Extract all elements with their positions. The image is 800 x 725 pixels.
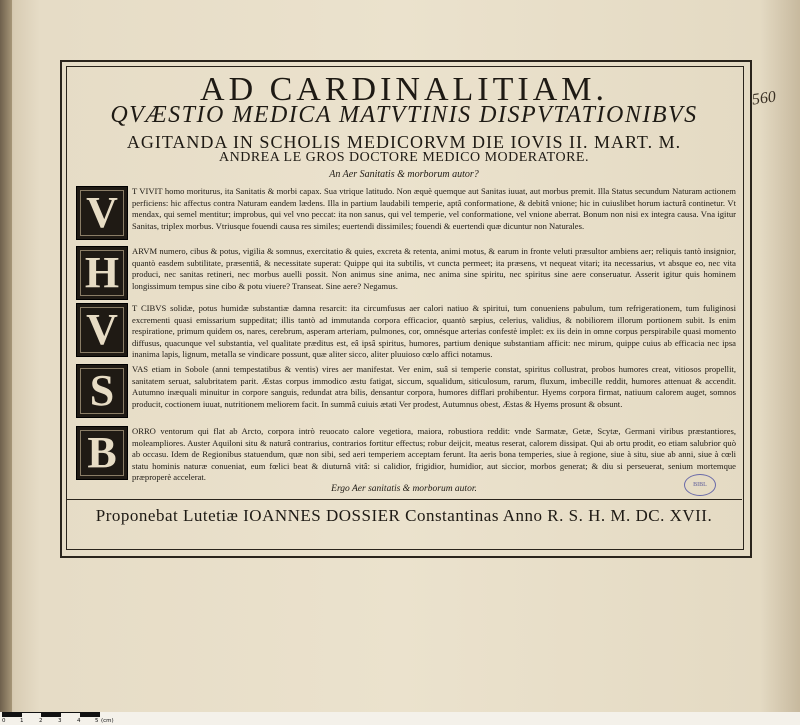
- title-line-1: AD CARDINALITIAM.: [200, 71, 608, 108]
- library-stamp: BIBL: [684, 474, 716, 496]
- paragraph-text: ORRO ventorum qui flat ab Arcto, corpora intrò reuocato calore vegetiora, maiora, robustiora reddit: vnde Sarmatæ, Getæ, Scytæ, Germani viribus præstantiores, moleampliores. Auster Aquiloni situ & naturâ contrarius, contrarios fortitur effectus; robur deijcit, meatus reserat, calorem dissipat. Qui ab ortu prodit, eo etiam salubrior quò ab occasu. Idem de Regionibus statuendum, quæ non sibi, sed aeri temperiem acceptam ferunt. Ita aeris bona temperies, siue à regione, siue à situ, siue ab anni, siue à cœli statu hominis naturæ conueniat, eum fœlici beat & diuturnâ vitâ: si calidior, frigidior, humidior, aut siccior, morbos generat; & diu si perseuerat, senium mortemque præproperè accelerat.: [132, 426, 736, 483]
- moderator-line: ANDREA LE GROS DOCTORE MEDICO MODERATORE.: [218, 150, 589, 165]
- scale-label: 2: [39, 718, 43, 724]
- conclusion-line: Ergo Aer sanitatis & morborum autor.: [331, 484, 477, 494]
- scale-unit: (cm): [101, 718, 114, 724]
- paragraph-3: [76, 303, 736, 373]
- paragraph-text: T CIBVS solidæ, potus humidæ substantiæ damna resarcit: ita circumfusus aer calori natiuo & spiritui, tum conueniens pabulum, tum refrigerationem, tum fuliginosi excrementi quasi emissarium suppeditat; illis tantò ad immutanda corpora efficacior, quantò sæpius, celerius, validius, & nobiliorem illorum portionem subit. Is enim respiratione, primum quidem os, nares, cerebrum, asperam arteriam, pulmones, cor, omnésque arterias confestè implet: ex iis dein in omne corpus perspirabile quasi momento diffusus, quacunque vel substantia, vel qualitate præditus est, eâ ipsâ spiritus, humores, partium denique substantiam afficit: nec mirum, quippe cuius ab efficacia nec ipsa inanima lapis, lignum, metalla se vindicare possunt, quæ aliter sicco, aliter pluuioso cœlo affici notamus.: [132, 303, 736, 360]
- book-spine: [0, 0, 12, 712]
- paragraph-text: T VIVIT homo moriturus, ita Sanitatis & morbi capax. Sua vtrique latitudo. Non æquè quemque aut Sanitas iuuat, aut morbus premit. Illa Status secundum Naturam actionem perficiens: hic affectus contra Naturam eandem lædens. Illa in partium laudabili temperie, aptâ conformatione, & debitâ vnione; hic in cuiuslibet horum iacturâ continetur. Vt mendax, qui semel mentitur; improbus, qui vel vno peccat: ita non sanus, qui vel temperie, vel conformatione, vel vnione aberrat. Bonum non nisi ex integra causa. Vna igitur Sanitas, triplex morbus. Vtriusque fouendi causa res similes; euertendi dissimiles; fouendi & euertendi quæ dicuntur non Naturales.: [132, 186, 736, 231]
- title-line-2: QVÆSTIO MEDICA MATVTINIS DISPVTATIONIBVS: [110, 102, 698, 128]
- scale-label: 5: [95, 718, 99, 724]
- paragraph-text: VAS etiam in Sobole (anni tempestatibus & ventis) vires aer manifestat. Ver enim, suâ si temperie constat, spiritus collustrat, probos humores creat, vitiosos propellit, sanitatem seruat, salubritatem parit. Æstas corpus immodico æstu fatigat, siccum, squalidum, siticulosum, rarum, fluxum, imbecille reddit, humores attenuat & accendit. Autumno inæquali minuitur in corpore sanguis, redundat atra bilis, densantur corpora, humores difflari prohibentur. Hyems corpora firmat, natiuum calorem auget, somnos producit, coctionem iuuat, nutritionem meliorem facit. In summâ cuiuis ætati Ver prodest, Autumnus obest, Æstas & Hyems prosunt & obsunt.: [132, 364, 736, 409]
- initial-letter: V: [76, 186, 128, 240]
- scale-bar: [0, 712, 800, 725]
- scale-label: 0: [2, 718, 6, 724]
- initial-letter: V: [76, 303, 128, 357]
- scale-label: 1: [20, 718, 24, 724]
- footer-divider: [66, 499, 742, 500]
- initial-letter: S: [76, 364, 128, 418]
- scale-label: 3: [58, 718, 62, 724]
- scale-label: 4: [77, 718, 81, 724]
- paragraph-4: [76, 364, 736, 434]
- paragraph-text: ARVM numero, cibus & potus, vigilia & somnus, exercitatio & quies, excreta & retenta, animi motus, & earum in fronte veluti præsultor ambiens aer; reliquis tantò insignior, quantò easdem subtilitate, præsentiâ, & necessitate superat: Quippe qui ita subtilis, vt cuncta permeet; ita præsens, vt nequeat vitari; ita necessarius, vt absque eo, nec vita produci, nec sanitas retineri, nec morbus auelli possit. Non animus sine anima, nec anima sine spiritu, nec spiritus sine aere conseruatur. Asserit igitur quis hominem longissimum tempus sine cibo & potu viuere? Transeat. Sine aere? Negamus.: [132, 246, 736, 291]
- initial-letter: B: [76, 426, 128, 480]
- scale-labels: [2, 717, 112, 725]
- title-line-3: AGITANDA IN SCHOLIS MEDICORVM DIE IOVIS II. MART. M.: [126, 132, 682, 152]
- folio-number: 560: [750, 88, 777, 109]
- imprint-footer: Proponebat Lutetiæ IOANNES DOSSIER Constantinas Anno R. S. H. M. DC. XVII.: [95, 506, 713, 525]
- thesis-question: An Aer Sanitatis & morborum autor?: [329, 169, 479, 180]
- initial-letter: H: [76, 246, 128, 300]
